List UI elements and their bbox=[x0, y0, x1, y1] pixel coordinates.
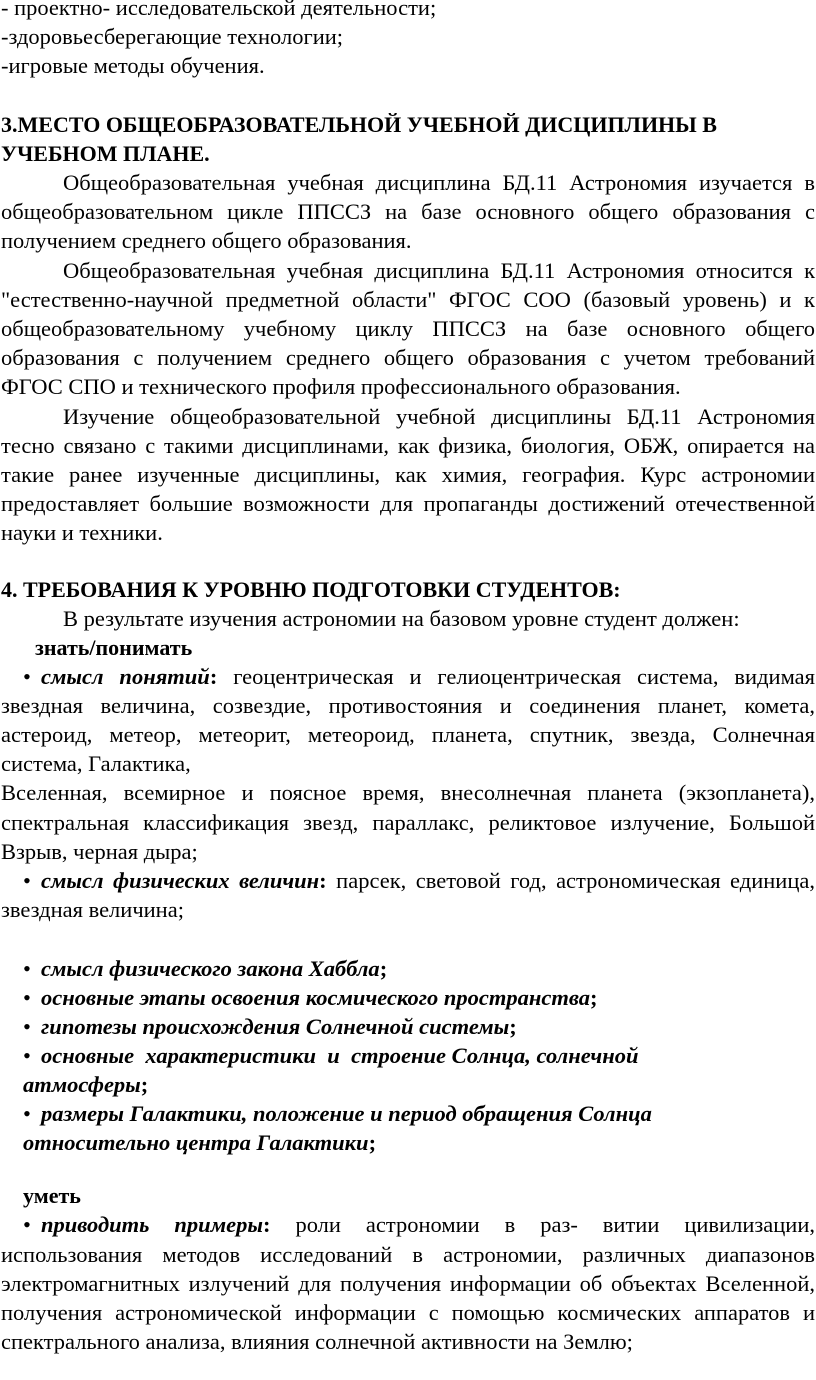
bullet-icon: • bbox=[23, 1043, 31, 1069]
bullet-text: роли астрономии в раз- витии цивилизации, использования методов исследований в астрономии, различных диапазонов электромагнитных излучений для получения информации об объектах Вселенной, получения астрономической информации с помощью космических аппаратов и спектрального анализа, влияния солнечной активности на Землю; bbox=[1, 1212, 815, 1355]
list-line: -игровые методы обучения. bbox=[1, 53, 265, 78]
bullet-icon: • bbox=[23, 956, 31, 982]
bullet-icon: • bbox=[23, 1101, 31, 1127]
paragraph: Общеобразовательная учебная дисциплина БД.11 Астрономия изучается в общеобразовательном цикле ППССЗ на базе основного общего образования с получением среднего общего образования. bbox=[1, 170, 815, 254]
bullet-term: приводить примеры bbox=[41, 1212, 263, 1238]
bullet-icon: • bbox=[23, 868, 31, 894]
bullet-item: • смысл физических величин: парсек, световой год, астрономическая единица, звездная величина; bbox=[1, 868, 815, 923]
can-label: уметь bbox=[23, 1183, 81, 1209]
bullet-item: • размеры Галактики, положение и период обращения Солнца bbox=[23, 1101, 652, 1127]
bullet-term: смысл физических величин bbox=[41, 868, 320, 894]
bullet-item: • основные характеристики и строение Солнца, солнечной bbox=[23, 1043, 639, 1069]
list-line: -здоровьесберегающие технологии; bbox=[1, 24, 344, 49]
bullet-item: • смысл понятий: геоцентрическая и гелиоцентрическая система, видимая звездная величина, созвездие, противостояния и соединения планет, комета, астероид, метеор, метеорит, метеороид, планета, спутник, звезда, Солнечная система, Галактика, bbox=[1, 663, 815, 777]
intro-line: В результате изучения астрономии на базовом уровне студент должен: bbox=[63, 605, 740, 631]
bullet-item: • смысл физического закона Хаббла; bbox=[23, 956, 388, 982]
bullet-term: смысл понятий bbox=[41, 663, 210, 689]
bullet-text: геоцентрическая и гелиоцентрическая система, видимая звездная величина, созвездие, противостояния и соединения планет, комета, астероид, метеор, метеорит, метеороид, планета, спутник, звезда, Солнечная система, Галактика, bbox=[1, 663, 815, 777]
bullet-item: • приводить примеры: роли астрономии в раз- витии цивилизации, использования методов исследований в астрономии, различных диапазонов электромагнитных излучений для получения информации об объектах Вселенной, получения астрономической информации с помощью космических аппаратов и спектрального анализа, влияния солнечной активности на Землю; bbox=[1, 1212, 815, 1355]
paragraph: Общеобразовательная учебная дисциплина БД.11 Астрономия относится к "естественно-научной предметной области" ФГОС СОО (базовый уровень) и к общеобразовательному учебному циклу ППССЗ на базе основного общего образования с получением среднего общего образования с учетом требований ФГОС СПО и технического профиля профессионального образования. bbox=[1, 257, 815, 400]
bullet-item: • основные этапы освоения космического пространства; bbox=[23, 985, 598, 1011]
bullet-text: парсек, световой год, астрономическая единица, звездная величина; bbox=[1, 868, 815, 923]
paragraph: Изучение общеобразовательной учебной дисциплины БД.11 Астрономия тесно связано с такими дисциплинами, как физика, биология, ОБЖ, опирается на такие ранее изученные дисциплины, как химия, география. Курс астрономии предоставляет большие возможности для пропаганды достижений отечественной науки и техники. bbox=[1, 403, 815, 546]
bullet-continuation: относительно центра Галактики; bbox=[23, 1130, 377, 1156]
bullet-icon: • bbox=[23, 1014, 31, 1040]
bullet-icon: • bbox=[23, 1212, 31, 1238]
know-label: знать/понимать bbox=[35, 634, 193, 660]
list-line: - проектно- исследовательской деятельности; bbox=[1, 0, 437, 20]
section-4-heading: 4. ТРЕБОВАНИЯ К УРОВНЮ ПОДГОТОВКИ СТУДЕНТОВ: bbox=[1, 576, 621, 602]
bullet-item: • гипотезы происхождения Солнечной системы; bbox=[23, 1014, 517, 1040]
section-3-heading: 3.МЕСТО ОБЩЕОБРАЗОВАТЕЛЬНОЙ УЧЕБНОЙ ДИСЦИПЛИНЫ В УЧЕБНОМ ПЛАНЕ. bbox=[1, 112, 717, 166]
bullet-icon: • bbox=[23, 663, 31, 689]
bullet-continuation: атмосферы; bbox=[23, 1072, 149, 1098]
paragraph: Вселенная, всемирное и поясное время, внесолнечная планета (экзопланета), спектральная классификация звезд, параллакс, реликтовое излучение, Большой Взрыв, черная дыра; bbox=[1, 780, 815, 864]
bullet-icon: • bbox=[23, 985, 31, 1011]
